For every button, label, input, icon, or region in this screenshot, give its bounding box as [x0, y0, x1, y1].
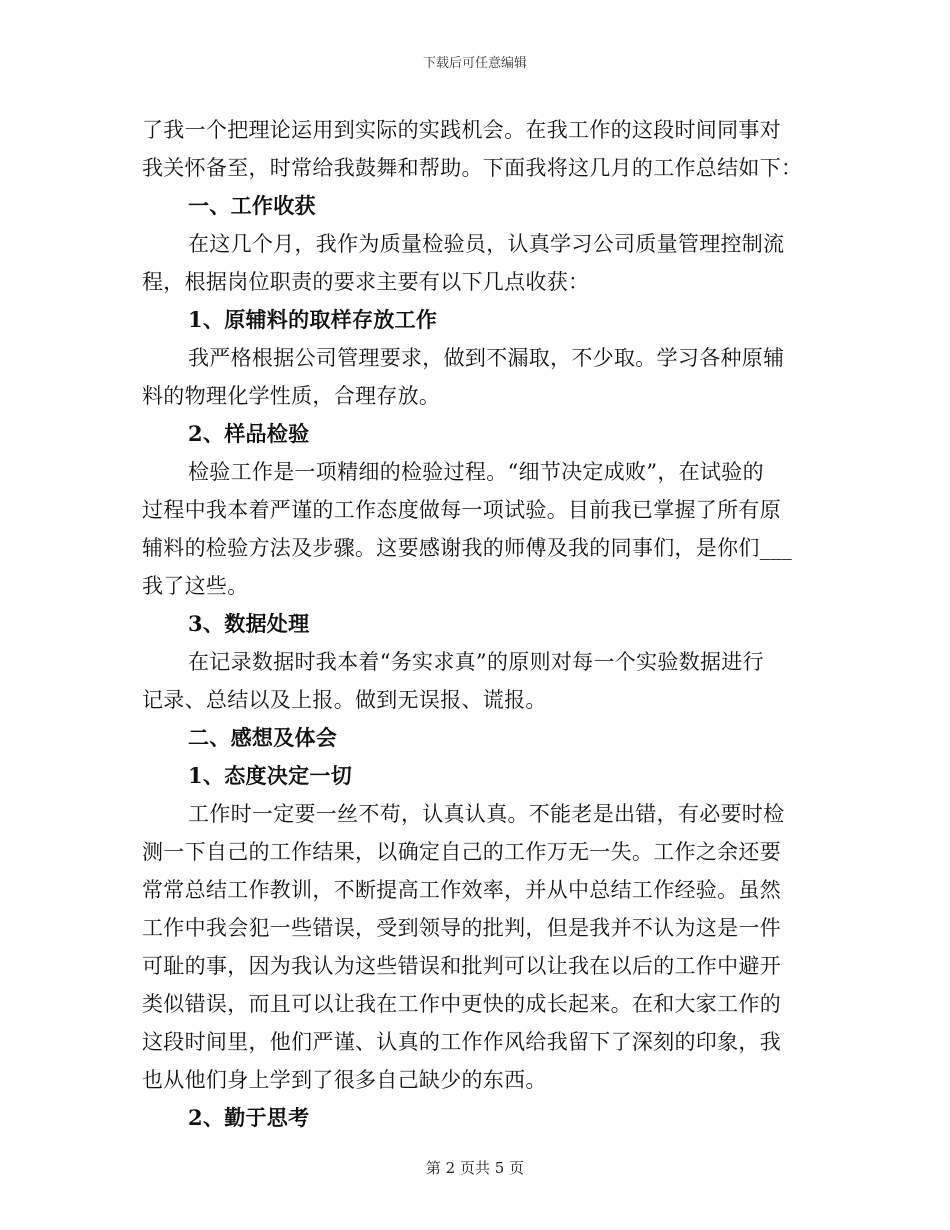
paragraph-line: 可耻的事，因为我认为这些错误和批判可以让我在以后的工作中避开 [142, 954, 781, 978]
paragraph-line: 也从他们身上学到了很多自己缺少的东西。 [142, 1068, 547, 1092]
section-heading: 3、数据处理 [188, 611, 310, 636]
paragraph-line: 我关怀备至，时常给我鼓舞和帮助。下面我将这几月的工作总结如下： [142, 156, 803, 180]
section-heading: 一、工作收获 [188, 193, 316, 218]
paragraph-line: 工作中我会犯一些错误，受到领导的批判，但是我并不认为这是一件 [142, 916, 781, 940]
section-heading: 1、原辅料的取样存放工作 [188, 307, 438, 332]
page-footer-number: 第 2 页共 5 页 [425, 1159, 525, 1177]
section-heading: 2、样品检验 [188, 421, 310, 446]
paragraph-line: 常常总结工作教训，不断提高工作效率，并从中总结工作经验。虽然 [142, 878, 781, 902]
document-body [142, 111, 806, 1137]
paragraph-line: 过程中我本着严谨的工作态度做每一项试验。目前我已掌握了所有原 [142, 498, 781, 522]
paragraph-line: 在这几个月，我作为质量检验员，认真学习公司质量管理控制流 [188, 232, 785, 256]
paragraph-line: 辅料的检验方法及步骤。这要感谢我的师傅及我的同事们，是你们___ [142, 536, 793, 560]
paragraph-line: 这段时间里，他们严谨、认真的工作作风给我留下了深刻的印象，我 [142, 1030, 781, 1054]
paragraph-line: 测一下自己的工作结果，以确定自己的工作万无一失。工作之余还要 [142, 840, 781, 864]
paragraph-line: 了我一个把理论运用到实际的实践机会。在我工作的这段时间同事对 [142, 118, 781, 142]
section-heading: 二、感想及体会 [188, 725, 338, 750]
paragraph-line: 类似错误，而且可以让我在工作中更快的成长起来。在和大家工作的 [142, 992, 781, 1016]
paragraph-line: 在记录数据时我本着“务实求真”的原则对每一个实验数据进行 [188, 650, 764, 674]
paragraph-line: 记录、总结以及上报。做到无误报、谎报。 [142, 688, 547, 712]
paragraph-line: 检验工作是一项精细的检验过程。“细节决定成败”，在试验的 [188, 460, 764, 484]
section-heading: 1、态度决定一切 [188, 763, 353, 788]
paragraph-line: 我了这些。 [142, 574, 249, 598]
paragraph-line: 料的物理化学性质，合理存放。 [142, 384, 441, 408]
paragraph-line: 程，根据岗位职责的要求主要有以下几点收获： [142, 270, 590, 294]
paragraph-line: 工作时一定要一丝不苟，认真认真。不能老是出错，有必要时检 [188, 802, 785, 826]
page-header-note: 下载后可任意编辑 [422, 56, 527, 71]
section-heading: 2、勤于思考 [188, 1105, 310, 1130]
paragraph-line: 我严格根据公司管理要求，做到不漏取，不少取。学习各种原辅 [188, 346, 785, 370]
